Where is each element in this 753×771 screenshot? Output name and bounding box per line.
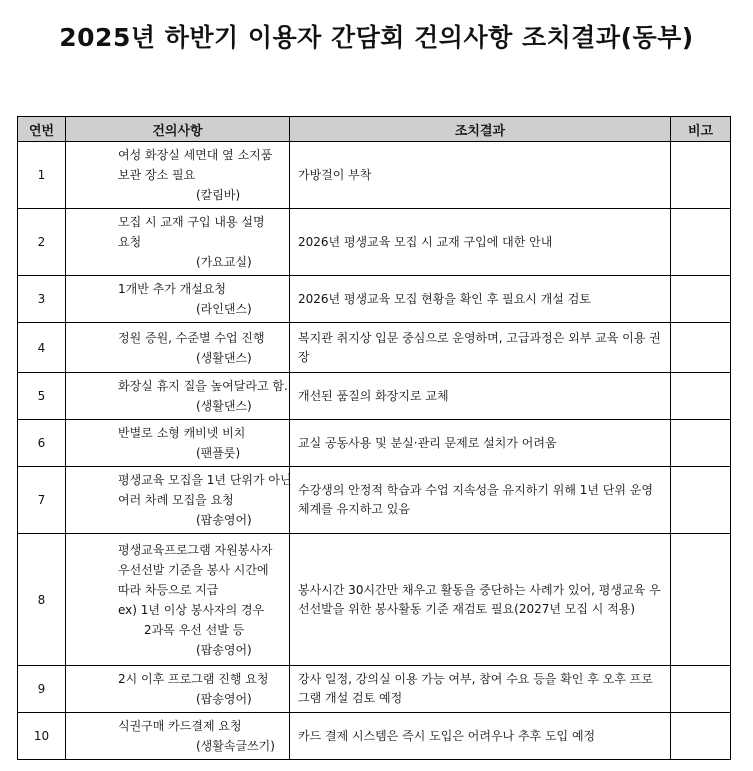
row-number: 3 bbox=[18, 276, 66, 323]
class-group-label: (생활댄스) bbox=[196, 399, 252, 413]
row-number: 8 bbox=[18, 534, 66, 666]
note-cell bbox=[671, 209, 731, 276]
result-cell: 2026년 평생교육 모집 시 교재 구입에 대한 안내 bbox=[290, 209, 671, 276]
page-title: 2025년 하반기 이용자 간담회 건의사항 조치결과(동부) bbox=[59, 23, 694, 52]
suggestion-line: 1개반 추가 개설요청 bbox=[118, 282, 227, 296]
suggestion-line: 식권구매 카드결제 요청 bbox=[118, 719, 242, 733]
suggestion-line: 요청 bbox=[118, 235, 142, 249]
suggestion-cell bbox=[66, 534, 290, 666]
class-group-label: (팝송영어) bbox=[196, 692, 252, 706]
class-group-label: (팝송영어) bbox=[196, 513, 252, 527]
row-number: 7 bbox=[18, 467, 66, 534]
suggestion-line: 여성 화장실 세면대 옆 소지품 bbox=[118, 148, 273, 162]
header-note: 비고 bbox=[671, 117, 731, 142]
note-cell bbox=[671, 467, 731, 534]
row-number: 2 bbox=[18, 209, 66, 276]
header-suggestion: 건의사항 bbox=[66, 117, 290, 142]
table-row bbox=[18, 142, 731, 209]
table-row bbox=[18, 209, 731, 276]
row-number: 5 bbox=[18, 373, 66, 420]
suggestion-line: 여러 차례 모집을 요청 bbox=[118, 493, 234, 507]
table-row bbox=[18, 373, 731, 420]
suggestion-cell bbox=[66, 420, 290, 467]
suggestion-line: 평생교육프로그램 자원봉사자 bbox=[118, 542, 273, 557]
table-row bbox=[18, 666, 731, 713]
suggestion-line: 2과목 우선 선발 등 bbox=[144, 622, 245, 637]
row-number: 9 bbox=[18, 666, 66, 713]
note-cell bbox=[671, 323, 731, 373]
class-group-label: (가요교실) bbox=[196, 255, 252, 269]
class-group-label: (생활댄스) bbox=[196, 350, 252, 365]
suggestion-cell bbox=[66, 373, 290, 420]
suggestion-cell bbox=[66, 666, 290, 713]
row-number: 1 bbox=[18, 142, 66, 209]
suggestion-line: 2시 이후 프로그램 진행 요청 bbox=[118, 672, 269, 686]
row-number: 6 bbox=[18, 420, 66, 467]
note-cell bbox=[671, 420, 731, 467]
note-cell bbox=[671, 373, 731, 420]
row-number: 10 bbox=[18, 713, 66, 760]
result-cell: 봉사시간 30시간만 채우고 활동을 중단하는 사례가 있어, 평생교육 우선선발을 위한 봉사활동 기준 재검토 필요(2027년 모집 시 적용) bbox=[290, 534, 671, 666]
suggestion-cell bbox=[66, 713, 290, 760]
suggestion-line: 반별로 소형 캐비넷 비치 bbox=[118, 426, 246, 440]
table-row bbox=[18, 276, 731, 323]
suggestion-line: 평생교육 모집을 1년 단위가 아닌 bbox=[118, 473, 292, 487]
row-number: 4 bbox=[18, 323, 66, 373]
suggestion-line: 화장실 휴지 질을 높여달라고 함. bbox=[118, 379, 288, 393]
suggestion-line: 우선선발 기준을 봉사 시간에 bbox=[118, 562, 269, 577]
note-cell bbox=[671, 142, 731, 209]
note-cell bbox=[671, 713, 731, 760]
suggestion-cell bbox=[66, 323, 290, 373]
suggestion-cell bbox=[66, 209, 290, 276]
suggestion-table bbox=[17, 116, 731, 760]
table-row bbox=[18, 467, 731, 534]
result-cell: 교실 공동사용 및 분실·관리 문제로 설치가 어려움 bbox=[290, 420, 671, 467]
suggestion-cell bbox=[66, 276, 290, 323]
suggestion-line: 보관 장소 필요 bbox=[118, 168, 196, 182]
table-header-row bbox=[18, 117, 731, 142]
suggestion-line: ex) 1년 이상 봉사자의 경우 bbox=[118, 602, 265, 617]
note-cell bbox=[671, 276, 731, 323]
note-cell bbox=[671, 534, 731, 666]
table-row bbox=[18, 323, 731, 373]
class-group-label: (생활속글쓰기) bbox=[196, 739, 275, 753]
suggestion-line: 정원 증원, 수준별 수업 진행 bbox=[118, 330, 265, 345]
header-number: 연번 bbox=[18, 117, 66, 142]
result-cell: 복지관 취지상 입문 중심으로 운영하며, 고급과정은 외부 교육 이용 권장 bbox=[290, 323, 671, 373]
note-cell bbox=[671, 666, 731, 713]
suggestion-line: 모집 시 교재 구입 내용 설명 bbox=[118, 215, 265, 229]
result-cell: 강사 일정, 강의실 이용 가능 여부, 참여 수요 등을 확인 후 오후 프로그램 개설 검토 예정 bbox=[290, 666, 671, 713]
header-result: 조치결과 bbox=[290, 117, 671, 142]
result-cell: 가방걸이 부착 bbox=[290, 142, 671, 209]
suggestion-cell bbox=[66, 142, 290, 209]
suggestion-cell bbox=[66, 467, 290, 534]
table-body bbox=[18, 142, 731, 760]
class-group-label: (팝송영어) bbox=[196, 642, 252, 657]
class-group-label: (칼림바) bbox=[196, 188, 241, 202]
result-cell: 카드 결제 시스템은 즉시 도입은 어려우나 추후 도입 예정 bbox=[290, 713, 671, 760]
table-row bbox=[18, 713, 731, 760]
result-cell: 수강생의 안정적 학습과 수업 지속성을 유지하기 위해 1년 단위 운영 체계를 유지하고 있음 bbox=[290, 467, 671, 534]
class-group-label: (팬플룻) bbox=[196, 446, 241, 460]
table-row bbox=[18, 420, 731, 467]
class-group-label: (라인댄스) bbox=[196, 302, 252, 316]
suggestion-line: 따라 차등으로 지급 bbox=[118, 582, 219, 597]
result-cell: 2026년 평생교육 모집 현황을 확인 후 필요시 개설 검토 bbox=[290, 276, 671, 323]
result-cell: 개선된 품질의 화장지로 교체 bbox=[290, 373, 671, 420]
table-row bbox=[18, 534, 731, 666]
